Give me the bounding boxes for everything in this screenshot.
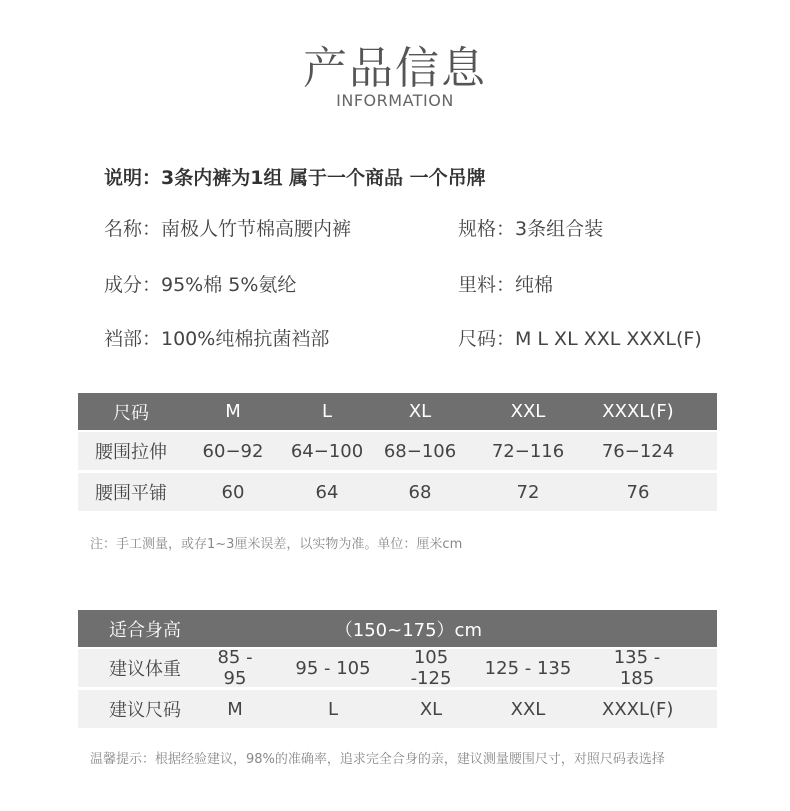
table-cell: 68 bbox=[408, 481, 432, 503]
fit-table-note: 温馨提示：根据经验建议，98%的准确率，追求完全合身的亲，建议测量腰围尺寸，对照尺码表选择 bbox=[90, 752, 665, 767]
table-cell: 60 bbox=[221, 481, 245, 503]
product-lining: 里料：纯棉 bbox=[458, 274, 554, 296]
table-cell: 76 bbox=[626, 481, 650, 503]
size-header-cell: M bbox=[225, 401, 241, 422]
table-cell: 72−116 bbox=[491, 440, 565, 462]
size-header-cell: 尺码 bbox=[113, 402, 149, 424]
size-table-header bbox=[78, 393, 717, 430]
table-cell: M bbox=[227, 698, 243, 720]
table-cell: XXXL(F) bbox=[602, 698, 674, 720]
table-cell: 64−100 bbox=[290, 440, 364, 462]
table-cell: XL bbox=[419, 698, 443, 720]
size-table-note: 注：手工测量，或存1~3厘米误差，以实物为准。单位：厘米cm bbox=[90, 537, 463, 552]
product-spec: 规格：3条组合装 bbox=[458, 218, 604, 240]
table-row bbox=[78, 432, 717, 470]
product-description: 说明：3条内裤为1组 属于一个商品 一个吊牌 bbox=[104, 167, 486, 189]
product-composition: 成分：95%棉 5%氨纶 bbox=[104, 274, 297, 296]
table-cell: 腰围拉伸 bbox=[95, 442, 167, 463]
page-subtitle: INFORMATION bbox=[336, 91, 454, 110]
product-name: 名称：南极人竹节棉高腰内裤 bbox=[104, 218, 352, 240]
size-header-cell: L bbox=[321, 401, 333, 422]
size-header-cell: XL bbox=[408, 401, 432, 422]
fit-header-label: 适合身高 bbox=[109, 619, 181, 641]
fit-table-header bbox=[78, 610, 717, 647]
table-cell: L bbox=[327, 698, 339, 720]
table-row bbox=[78, 473, 717, 511]
table-row bbox=[78, 690, 717, 728]
table-cell: 腰围平铺 bbox=[95, 483, 167, 504]
table-cell: 64 bbox=[315, 481, 339, 503]
product-crotch: 裆部：100%纯棉抗菌裆部 bbox=[104, 328, 330, 350]
table-cell: 95 - 105 bbox=[295, 657, 371, 679]
table-cell: 68−106 bbox=[383, 440, 457, 462]
table-cell: 建议尺码 bbox=[109, 700, 181, 721]
fit-header-value: （150~175）cm bbox=[334, 619, 482, 641]
table-cell: 85 - 95 bbox=[217, 647, 253, 689]
table-cell: 135 - 185 bbox=[613, 647, 661, 689]
size-header-cell: XXL bbox=[510, 401, 546, 422]
table-cell: 建议体重 bbox=[109, 659, 181, 680]
product-sizes: 尺码：M L XL XXL XXXL(F) bbox=[458, 328, 702, 350]
table-cell: 105 -125 bbox=[410, 647, 452, 689]
page-title: 产品信息 bbox=[303, 43, 487, 94]
size-header-cell: XXXL(F) bbox=[602, 401, 674, 422]
table-cell: XXL bbox=[510, 698, 546, 720]
table-row bbox=[78, 649, 717, 687]
table-cell: 125 - 135 bbox=[484, 657, 572, 679]
table-cell: 76−124 bbox=[601, 440, 675, 462]
table-cell: 72 bbox=[516, 481, 540, 503]
table-cell: 60−92 bbox=[202, 440, 264, 462]
